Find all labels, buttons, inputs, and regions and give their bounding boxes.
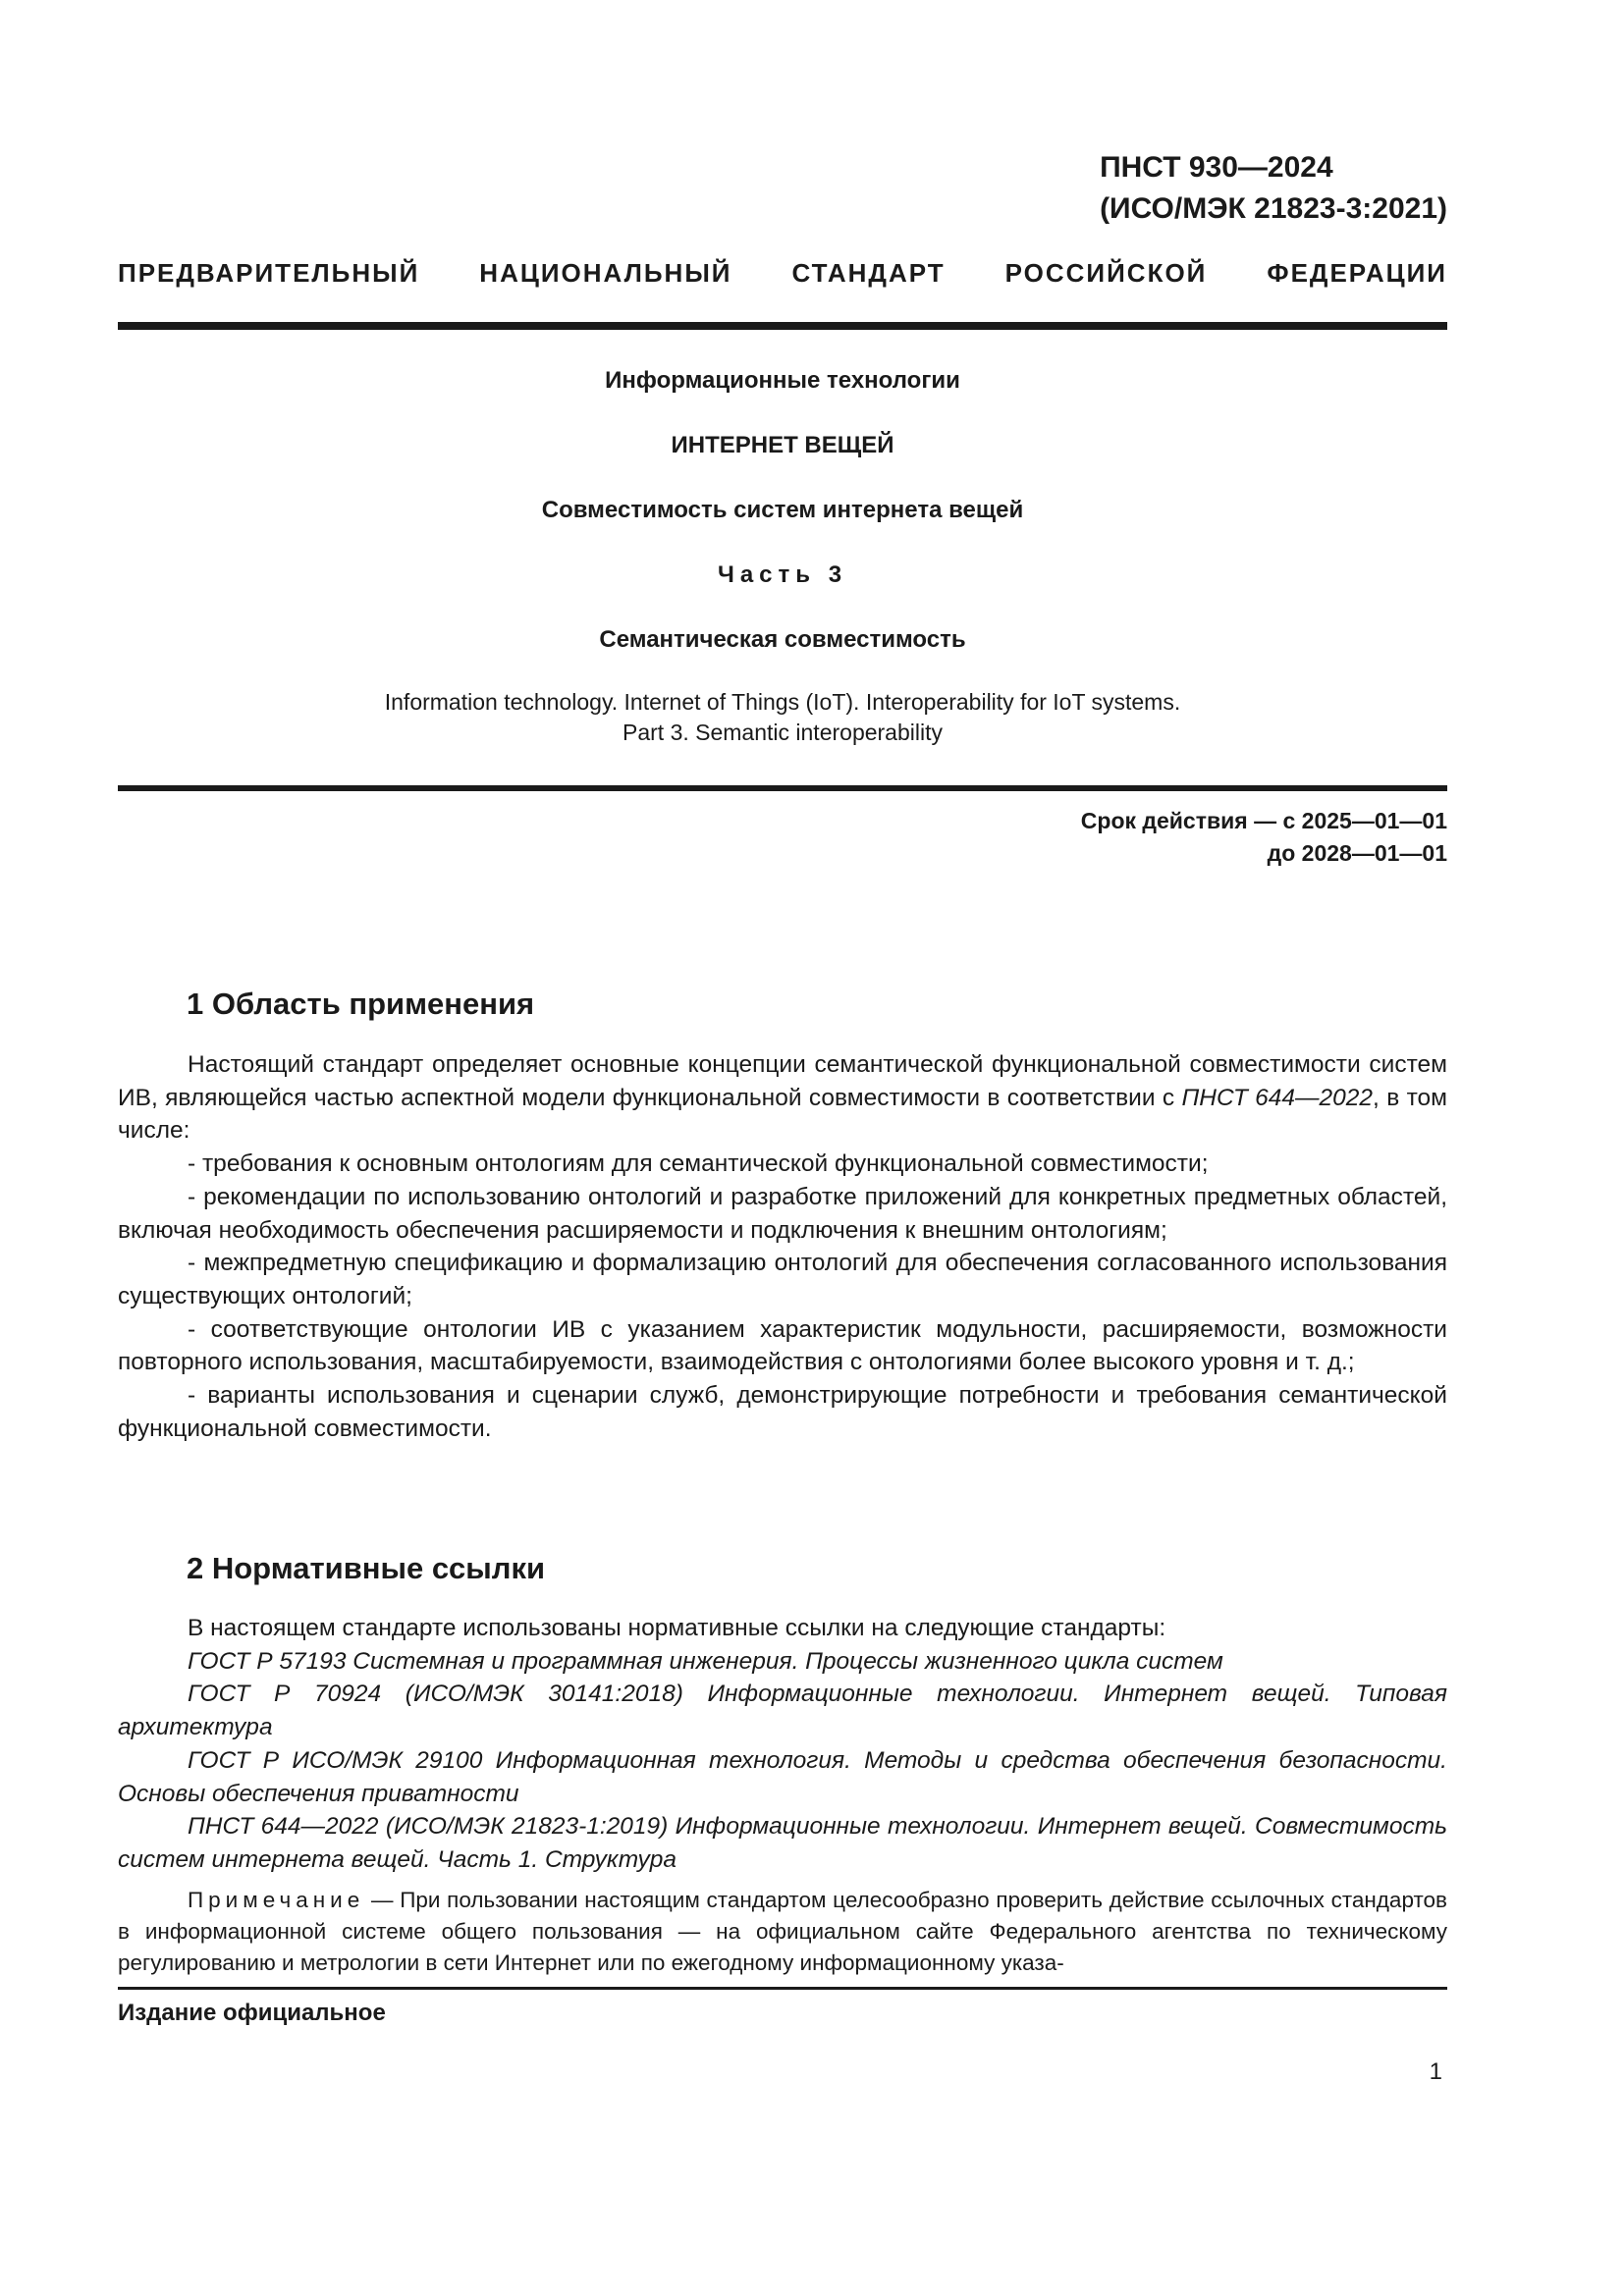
standard-type-heading: ПРЕДВАРИТЕЛЬНЫЙ НАЦИОНАЛЬНЫЙ СТАНДАРТ РОССИЙСКОЙ ФЕДЕРАЦИИ <box>118 258 1447 288</box>
top-thick-rule <box>118 322 1447 330</box>
title-line-2: ИНТЕРНЕТ ВЕЩЕЙ <box>671 432 894 458</box>
section-1-intro: Настоящий стандарт определяет основные концепции семантической функциональной совместимости систем ИВ, являющейся частью аспектной модели функциональной совместимости в соответствии с ПНСТ 644—2022, в том числе: <box>118 1051 1447 1145</box>
official-edition-label: Издание официальное <box>118 2000 386 2026</box>
reference-item: ГОСТ Р ИСО/МЭК 29100 Информационная технология. Методы и средства обеспечения безопасности. Основы обеспечения приватности <box>118 1746 1447 1807</box>
note-label: Примечание <box>188 1888 365 1912</box>
title-line-1: Информационные технологии <box>605 367 960 394</box>
middle-thick-rule <box>118 785 1447 791</box>
english-title-line-1: Information technology. Internet of Things (IoT). Interoperability for IoT systems. <box>384 689 1181 715</box>
note-paragraph: Примечание — При пользовании настоящим стандартом целесообразно проверить действие ссылочных стандартов в информационной системе общего пользования — на официальном сайте Федерального агентства по техническому регулированию и метрологии в сети Интернет или по ежегодному информационному указа- <box>118 1888 1447 1975</box>
section-2-heading: 2 Нормативные ссылки <box>187 1551 546 1585</box>
title-line-4: Семантическая совместимость <box>599 626 966 653</box>
list-item: - соответствующие онтологии ИВ с указанием характеристик модульности, расширяемости, возможности повторного использования, масштабируемости, взаимодействия с онтологиями более высокого уровня и т. д.; <box>118 1315 1447 1376</box>
reference-item: ПНСТ 644—2022 (ИСО/МЭК 21823-1:2019) Информационные технологии. Интернет вещей. Совместимость систем интернета вещей. Часть 1. Структура <box>118 1813 1447 1873</box>
list-item: - варианты использования и сценарии служб, демонстрирующие потребности и требования семантической функциональной совместимости. <box>118 1382 1447 1442</box>
section-2-note <box>118 1885 1447 1979</box>
validity-to: до 2028—01—01 <box>1267 840 1447 866</box>
pnst-number: ПНСТ 930—2024 <box>1100 151 1333 184</box>
pnst-644-reference: ПНСТ 644—2022 <box>1181 1084 1374 1111</box>
page-number: 1 <box>1429 2058 1442 2085</box>
section-2-intro: В настоящем стандарте использованы нормативные ссылки на следующие стандарты: <box>188 1615 1166 1641</box>
title-part: Часть 3 <box>717 561 848 588</box>
iso-reference: (ИСО/МЭК 21823-3:2021) <box>1100 192 1447 225</box>
footer-rule <box>118 1987 1447 1990</box>
reference-item: ГОСТ Р 70924 (ИСО/МЭК 30141:2018) Информационные технологии. Интернет вещей. Типовая архитектура <box>118 1681 1447 1741</box>
validity-from: Срок действия — с 2025—01—01 <box>1080 808 1447 833</box>
section-1-body <box>118 1048 1447 1445</box>
document-number <box>1100 147 1447 230</box>
section-1-heading: 1 Область применения <box>187 987 535 1021</box>
reference-item: ГОСТ Р 57193 Системная и программная инженерия. Процессы жизненного цикла систем <box>188 1647 1223 1675</box>
list-item: - рекомендации по использованию онтологий и разработке приложений для конкретных предметных областей, включая необходимость обеспечения расширяемости и подключения к внешним онтологиям; <box>118 1183 1447 1244</box>
english-title-line-2: Part 3. Semantic interoperability <box>623 720 943 745</box>
list-item: - межпредметную спецификацию и формализацию онтологий для обеспечения согласованного использования существующих онтологий; <box>118 1250 1447 1309</box>
section-2-body <box>118 1612 1447 1877</box>
title-line-3: Совместимость систем интернета вещей <box>541 497 1024 523</box>
english-title <box>118 687 1447 748</box>
validity-period <box>1081 805 1447 870</box>
list-item: - требования к основным онтологиям для семантической функциональной совместимости; <box>188 1150 1209 1178</box>
